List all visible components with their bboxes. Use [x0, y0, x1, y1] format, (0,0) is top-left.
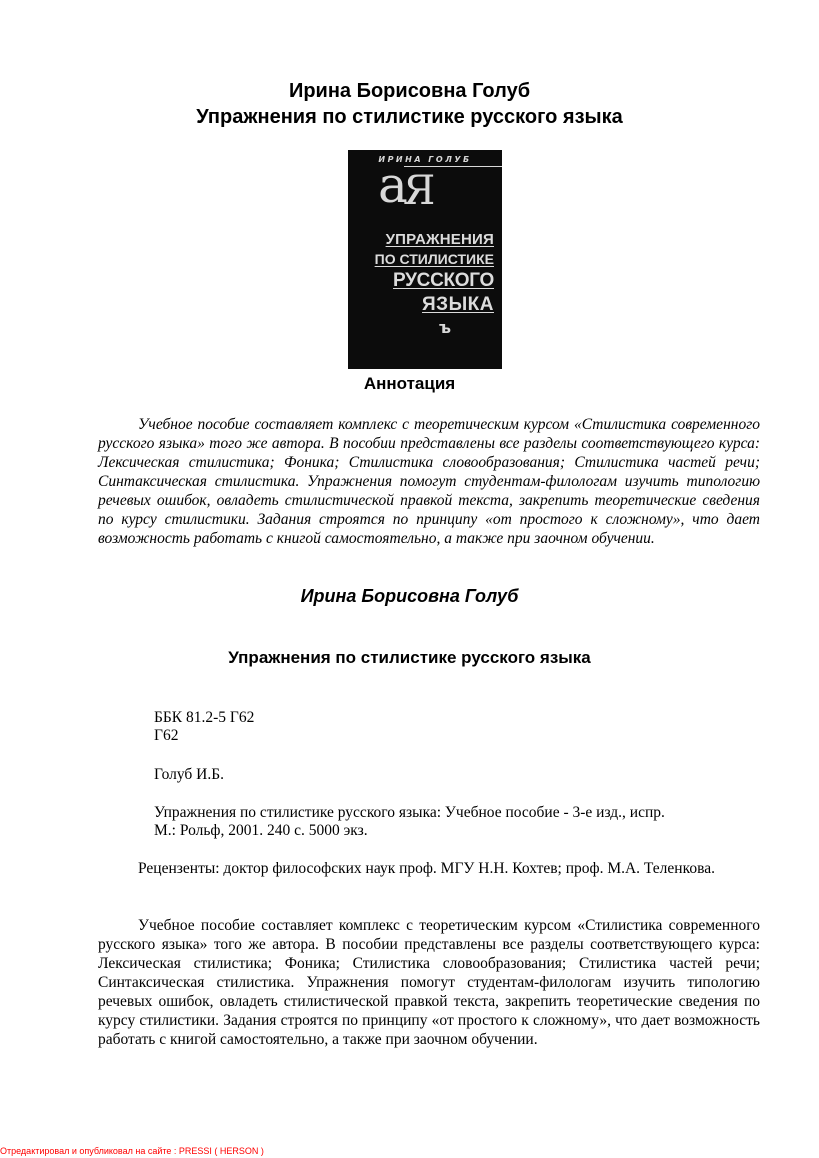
body-text: Учебное пособие составляет комплекс с теоретическим курсом «Стилистика современного русского языка» того же автора. В пособии представлены все разделы соответствующего курса: Лексическая стилистика; Фоника; Стилистика словообразования; Стилистика частей речи; Синтаксическая стилистика. Упражнения помогут студентам-филологам изучить типологию речевых ошибок, овладеть стилистической правкой текста, закрепить теоретические сведения по курсу стилистики. Задания строятся по принципу «от простого к сложному», что дает возможность работать с книгой самостоятельно, а также при заочном обучении. [98, 917, 760, 1048]
reviewers-text: Рецензенты: доктор философских наук проф. МГУ Н.Н. Кохтев; проф. М.А. Теленкова. [138, 860, 715, 877]
section-title: Упражнения по стилистике русского языка [228, 648, 591, 667]
annotation-text: Учебное пособие составляет комплекс с теоретическим курсом «Стилистика современного русского языка» того же автора. В пособии представлены все разделы соответствующего курса: Лексическая стилистика; Фоника; Стилистика словообразования; Стилистика частей речи; Синтаксическая стилистика. Упражнения помогут студентам-филологам изучить типологию речевых ошибок, овладеть стилистической правкой текста, закрепить теоретические сведения по курсу стилистики. Задания строятся по принципу «от простого к сложному», что дает возможность работать с книгой самостоятельно, а также при заочном обучении. [98, 416, 760, 547]
bbk-code: ББК 81.2-5 Г62 [154, 709, 255, 726]
biblio-publisher-line: М.: Рольф, 2001. 240 с. 5000 экз. [154, 822, 368, 839]
cover-title-line: РУССКОГО [393, 270, 494, 291]
biblio-author: Голуб И.Б. [154, 766, 225, 783]
book-author-heading: Ирина Борисовна Голуб [288, 80, 531, 102]
publisher-logo-icon: ъ [439, 318, 452, 337]
cover-author: ИРИНА ГОЛУБ [378, 155, 472, 164]
book-cover-image [348, 150, 502, 369]
book-title-heading: Упражнения по стилистике русского языка [196, 106, 623, 128]
cover-logo-letter-a: а [378, 156, 408, 214]
cover-rule [404, 166, 502, 167]
cover-title-line: ПО СТИЛИСТИКЕ [374, 251, 494, 267]
cover-title-line: ЯЗЫКА [422, 294, 494, 315]
author-code: Г62 [154, 727, 179, 744]
biblio-title-line: Упражнения по стилистике русского языка: Учебное пособие - 3-е изд., испр. [154, 804, 665, 821]
footer-credit: Отредактировал и опубликовал на сайте : PRESSI ( HERSON ) [0, 1146, 264, 1156]
annotation-heading: Аннотация [363, 374, 456, 393]
section-author: Ирина Борисовна Голуб [300, 586, 519, 606]
cover-logo-letter-ya: Я [403, 168, 436, 214]
cover-title-line: УПРАЖНЕНИЯ [385, 231, 494, 248]
cover-title [375, 231, 494, 317]
